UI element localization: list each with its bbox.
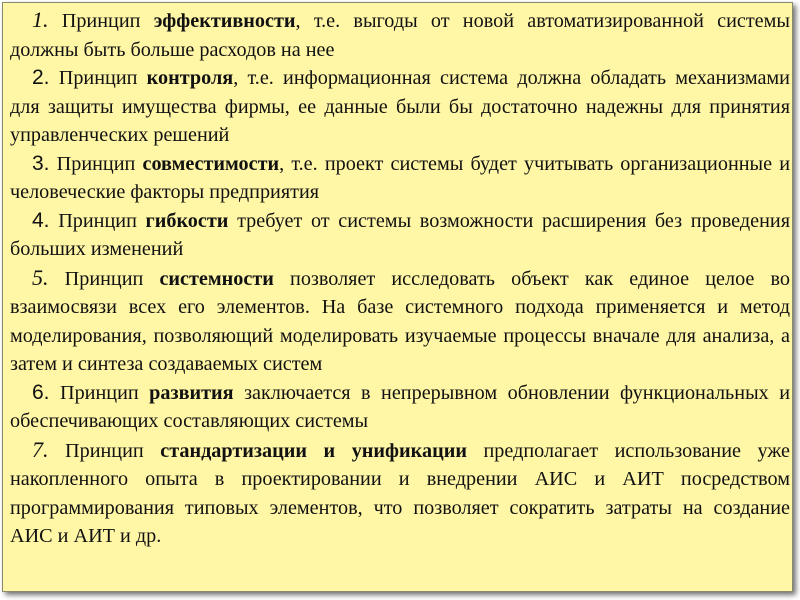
principle-number: 3.: [32, 151, 50, 175]
principle-lead: Принцип: [56, 152, 143, 175]
principle-keyword: гибкости: [145, 209, 229, 232]
principle-number: 5.: [32, 264, 49, 290]
principle-lead: Принцип: [64, 267, 160, 290]
principle-keyword: развития: [149, 381, 234, 404]
principle-lead: Принцип: [58, 209, 146, 232]
principle-keyword: совместимости: [142, 152, 280, 175]
principle-description: требует от системы возможности расширения без проведения больших изменений: [10, 209, 790, 260]
principle-keyword: эффективности: [153, 10, 296, 32]
principle-item-3: [10, 150, 790, 207]
principle-lead: Принцип: [58, 67, 147, 89]
slide-panel: [2, 2, 793, 592]
principle-description: , т.е. выгоды от новой автоматизированной системы должны быть больше расходов на нее: [10, 10, 790, 61]
principle-item-2: [10, 64, 790, 150]
principle-keyword: контроля: [146, 67, 234, 89]
principle-number: 7.: [32, 436, 49, 462]
principle-lead: Принцип: [65, 439, 161, 462]
principle-keyword: системности: [159, 267, 274, 290]
principle-item-1: [10, 6, 790, 64]
principle-description: , т.е. информационная система должна обладать механизмами для защиты имущества фирмы, ее данные были бы достаточно надежны для принятия управленческих решений: [10, 67, 790, 146]
principle-description: позволяет исследовать объект как единое целое во взаимосвязи всех его элементов. На базе системного подхода применяется и метод моделирования, позволяющий моделировать изучаемые процессы вначале для анализа, а затем и синтеза создаваемых систем: [10, 267, 791, 375]
principle-description: , т.е. проект системы будет учитывать организационные и человеческие факторы предприятия: [10, 152, 791, 203]
principle-number: 1.: [32, 7, 49, 32]
principles-list: [10, 6, 790, 551]
principle-number: 4.: [32, 208, 50, 232]
principle-lead: Принцип: [59, 381, 150, 404]
principle-item-4: [10, 207, 790, 264]
principle-description: заключается в непрерывном обновлении функциональных и обеспечивающих составляющих системы: [10, 381, 790, 432]
principle-item-7: [10, 436, 790, 551]
principle-lead: Принцип: [61, 10, 154, 32]
principle-item-6: [10, 379, 790, 436]
principle-number: 2.: [32, 66, 50, 89]
principle-keyword: стандартизации и унификации: [160, 439, 467, 462]
principle-number: 6.: [32, 380, 50, 404]
principle-item-5: [10, 264, 790, 379]
principle-description: предполагает использование уже накопленного опыта в проектировании и внедрении АИС и АИТ посредством программирования типовых элементов, что позволяет сократить затраты на создание АИС и АИТ и др.: [10, 439, 790, 547]
